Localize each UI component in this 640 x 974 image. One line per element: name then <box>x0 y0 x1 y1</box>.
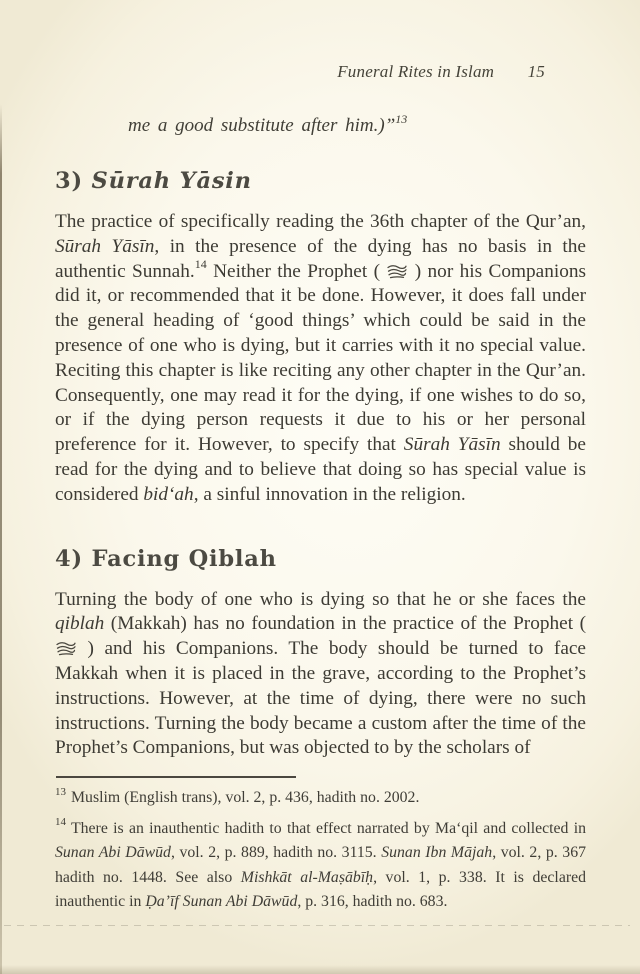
text-run: ) nor his Companions did it, or recommended that it be done. However, it does fall under the general heading of ‘good things’ which could be said in the presence of one who is dying, but it carries with it no special value. Reciting this chapter is like reciting any other chapter in the Qur’an. Consequently, one may read it for the dying, if one wishes to do so, or if the dying person requests it due to his or her personal preference for it. However, to specify that <box>55 260 586 456</box>
running-header <box>55 62 586 82</box>
section-title: Sūrah Yāsin <box>91 168 252 194</box>
text-run: , vol. 2, p. 889, hadith no. 3115. <box>170 844 382 862</box>
section-heading <box>55 166 586 196</box>
text-run: Turning the body of one who is dying so that he or she faces the <box>55 588 586 610</box>
section-paragraph <box>55 210 586 508</box>
section-heading <box>55 544 586 574</box>
italic-run: Sunan Ibn Mājah <box>381 844 493 862</box>
hadith-quote-continuation <box>128 111 586 137</box>
text-run: ) and his Companions. The body should be turned to face Makkah when it is placed in the grave, according to the Prophet’s instructions. However, at the time of dying, there were no such instructions. Turning the body became a custom after the time of the Prophet’s Companions, but was objected to by the scholars of <box>55 638 586 759</box>
text-run: (Makkah) has no foundation in the practice of the Prophet ( <box>104 613 586 635</box>
footnote-number: 14 <box>55 816 66 829</box>
italic-run: Sūrah Yāsīn <box>55 235 155 257</box>
text-run: , a sinful innovation in the religion. <box>193 483 466 505</box>
text-run: Muslim (English trans), vol. 2, p. 436, hadith no. 2002. <box>71 789 420 807</box>
footnote-text <box>71 789 419 806</box>
text-run: There is an inauthentic hadith to that effect narrated by Ma‘qil and collected in <box>71 819 586 837</box>
text-run: , p. 316, hadith no. 683. <box>297 893 448 911</box>
section <box>55 544 586 762</box>
section <box>55 166 586 508</box>
scan-artifact-line <box>4 925 630 926</box>
text-run: , vol. 2, p. 367 hadith no. 1448. See also <box>55 844 586 886</box>
footnote-divider <box>56 776 296 778</box>
running-header-title: Funeral Rites in Islam <box>337 62 495 81</box>
text-run: , vol. 1, p. 338. It is declared inauthentic in <box>55 868 586 911</box>
page-content <box>0 62 640 915</box>
footnote-reference: 14 <box>194 257 207 272</box>
page-edge-shadow-left <box>0 104 2 974</box>
text-run: The practice of specifically reading the 36th chapter of the Qur’an, <box>55 211 586 232</box>
italic-run: bid‘ah <box>143 483 194 505</box>
footnote <box>55 786 586 811</box>
section-number: 3) <box>55 168 83 194</box>
footnote-number: 13 <box>55 785 66 798</box>
prophet-honorific-icon <box>386 264 408 279</box>
italic-run: Ḍa’īf Sunan Abi Dāwūd <box>145 893 298 911</box>
text-run: , in the presence of the dying has no basis in the authentic Sunnah. <box>55 235 586 282</box>
page-edge-shadow-bottom <box>0 965 640 974</box>
sections-container <box>55 166 586 761</box>
prophet-honorific-icon <box>55 641 77 656</box>
italic-run: Mishkāt al-Maṣābīḥ <box>240 868 374 886</box>
page-number: 15 <box>527 62 545 81</box>
section-number: 4) <box>55 545 83 572</box>
section-paragraph <box>55 588 586 762</box>
footnote-reference: 13 <box>395 111 408 126</box>
section-title: Facing Qiblah <box>91 545 277 572</box>
italic-run: me a good substitute after him.)” <box>128 115 396 136</box>
italic-run: qiblah <box>55 613 105 635</box>
text-run: Neither the Prophet ( <box>206 260 380 282</box>
footnote-text <box>55 820 586 911</box>
italic-run: Sunan Abi Dāwūd <box>55 844 171 862</box>
text-run: should be read for the dying and to believe that doing so has special value is considered <box>55 434 586 505</box>
italic-run: Sūrah Yāsīn <box>403 434 501 456</box>
footnotes-container <box>55 786 586 915</box>
footnote <box>55 817 586 915</box>
